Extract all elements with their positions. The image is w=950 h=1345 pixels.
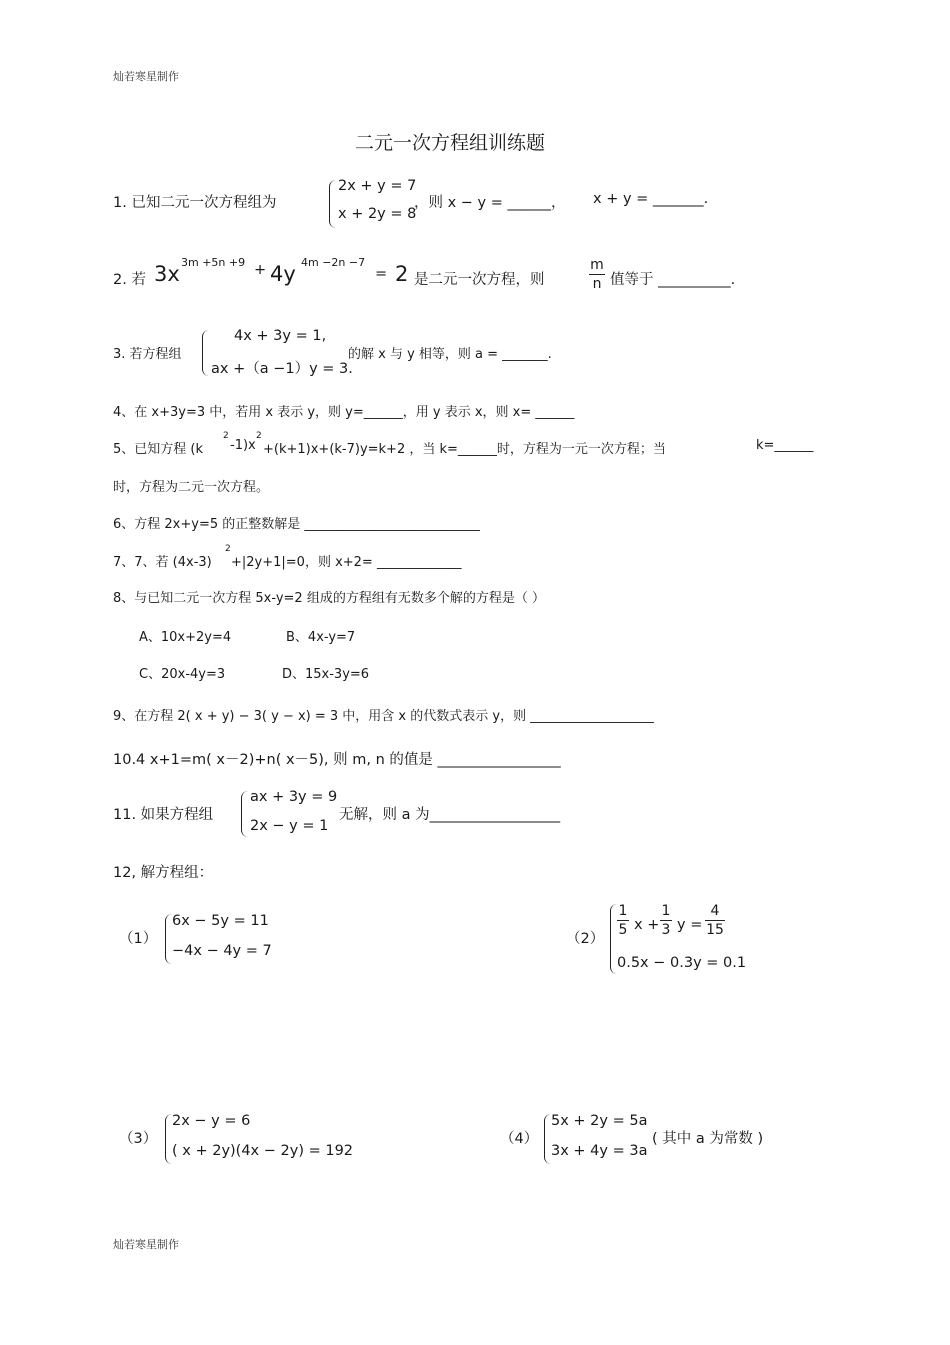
q12-3-label: （3） <box>119 1131 158 1147</box>
q2-exponent-2: 4m −2n −7 <box>301 256 366 269</box>
q8-option-a: A、10x+2y=4 <box>139 630 232 645</box>
q2-rhs: 2 <box>395 262 409 286</box>
q12-1-eq2: −4x − 4y = 7 <box>172 943 272 959</box>
page-footer: 灿若寒星制作 <box>113 1238 179 1251</box>
q11-eq1: ax + 3y = 9 <box>250 789 338 805</box>
q5-a: 5、已知方程 (k <box>113 442 204 457</box>
q1-brace <box>329 180 337 228</box>
q5-b: -1)x <box>230 438 256 453</box>
q1-eq2: x + 2y = 8 <box>338 206 417 222</box>
q2-term-2: 4y <box>270 262 296 286</box>
question-6: 6、方程 2x+y=5 的正整数解是 ___________________________ <box>113 517 480 532</box>
q3-eq1: 4x + 3y = 1, <box>234 328 327 344</box>
q8-option-c: C、20x-4y=3 <box>139 667 226 682</box>
q2-exponent-1: 3m +5n +9 <box>181 256 246 269</box>
q2-prefix: 2. 若 <box>113 272 146 288</box>
q12-2-frac-2-den: 3 <box>661 922 671 938</box>
q12-2-frac-1 <box>617 903 629 938</box>
q8-option-b: B、4x-y=7 <box>286 630 356 645</box>
page-title: 二元一次方程组训练题 <box>355 132 546 154</box>
q7-a: 7、7、若 (4x-3) <box>113 555 212 570</box>
q1-eq1: 2x + y = 7 <box>338 178 417 194</box>
q12-heading: 12, 解方程组： <box>113 865 214 881</box>
q5-sup-1: 2 <box>223 431 229 441</box>
q5-d: k=______ <box>756 438 814 453</box>
page-header: 灿若寒星制作 <box>113 70 179 83</box>
q12-2-frac-1-den: 5 <box>618 922 628 938</box>
q3-brace <box>202 330 210 376</box>
q12-4-label: （4） <box>500 1131 539 1147</box>
q8-option-d: D、15x-3y=6 <box>282 667 370 682</box>
q12-2-frac-1-num: 1 <box>618 903 628 919</box>
q12-2-frac-2-num: 1 <box>661 903 671 919</box>
q12-4-note: ( 其中 a 为常数 ) <box>652 1131 764 1147</box>
q11-eq2: 2x − y = 1 <box>250 818 329 834</box>
q12-2-eq2: 0.5x − 0.3y = 0.1 <box>617 955 747 971</box>
q2-mid: 是二元一次方程，则 <box>414 272 545 288</box>
q12-4-eq1: 5x + 2y = 5a <box>551 1113 648 1129</box>
q1-prefix: 1. 已知二元一次方程组为 <box>113 195 277 211</box>
q7-b: +|2y+1|=0，则 x+2= _____________ <box>231 555 462 570</box>
q2-tail: 值等于 __________. <box>610 272 736 288</box>
q2-fraction-bar <box>589 274 605 275</box>
q12-2-x-term: x + <box>634 917 660 933</box>
q12-2-frac-2-bar <box>660 920 672 921</box>
q12-2-frac-3-num: 4 <box>710 903 720 919</box>
question-4: 4、在 x+3y=3 中，若用 x 表示 y，则 y=______，用 y 表示 x，则 x= ______ <box>113 405 575 420</box>
q7-sup: 2 <box>225 544 231 554</box>
q2-fraction <box>589 257 605 292</box>
q3-eq2: ax +（a −1）y = 3. <box>211 361 353 377</box>
q2-equals: = <box>375 266 388 282</box>
q2-numerator: m <box>590 257 604 273</box>
q12-2-y-term: y = <box>677 917 703 933</box>
q12-3-eq1: 2x − y = 6 <box>172 1113 251 1129</box>
q11-prefix: 11. 如果方程组 <box>113 807 214 823</box>
q2-term-1: 3x <box>154 262 180 286</box>
q5-line-2: 时，方程为二元一次方程。 <box>113 480 270 495</box>
q8-stem: 8、与已知二元一次方程 5x-y=2 组成的方程组有无数多个解的方程是（ ） <box>113 591 545 606</box>
q11-brace <box>241 791 249 837</box>
q5-c: +(k+1)x+(k-7)y=k+2 ，当 k=______时，方程为一元一次方程；当 <box>263 442 666 457</box>
q5-sup-2: 2 <box>256 431 262 441</box>
q12-2-frac-2 <box>660 903 672 938</box>
q12-1-eq1: 6x − 5y = 11 <box>172 913 269 929</box>
q1-answer-1: ，则 x − y = ______， <box>414 195 566 211</box>
q12-2-frac-1-bar <box>617 920 629 921</box>
q12-3-eq2: ( x + 2y)(4x − 2y) = 192 <box>172 1143 354 1159</box>
q12-4-eq2: 3x + 4y = 3a <box>551 1143 648 1159</box>
q12-1-label: （1） <box>119 931 158 947</box>
q12-2-frac-3-den: 15 <box>706 922 724 938</box>
q11-tail: 无解，则 a 为__________________ <box>339 807 561 823</box>
q3-tail: 的解 x 与 y 相等，则 a = _______. <box>348 347 552 362</box>
q3-prefix: 3. 若方程组 <box>113 347 182 362</box>
question-9: 9、在方程 2( x + y) − 3( y − x) = 3 中，用含 x 的代数式表示 y，则 ___________________ <box>113 709 654 724</box>
q2-denominator: n <box>592 276 602 292</box>
q12-2-frac-3-bar <box>705 920 725 921</box>
q2-plus: + <box>254 262 267 278</box>
q1-answer-2: x + y = _______. <box>593 191 709 207</box>
question-10: 10.4 x+1=m( x－2)+n( x－5), 则 m, n 的值是 _________________ <box>113 752 561 768</box>
q12-2-label: （2） <box>566 931 605 947</box>
q12-2-frac-3 <box>705 903 725 938</box>
